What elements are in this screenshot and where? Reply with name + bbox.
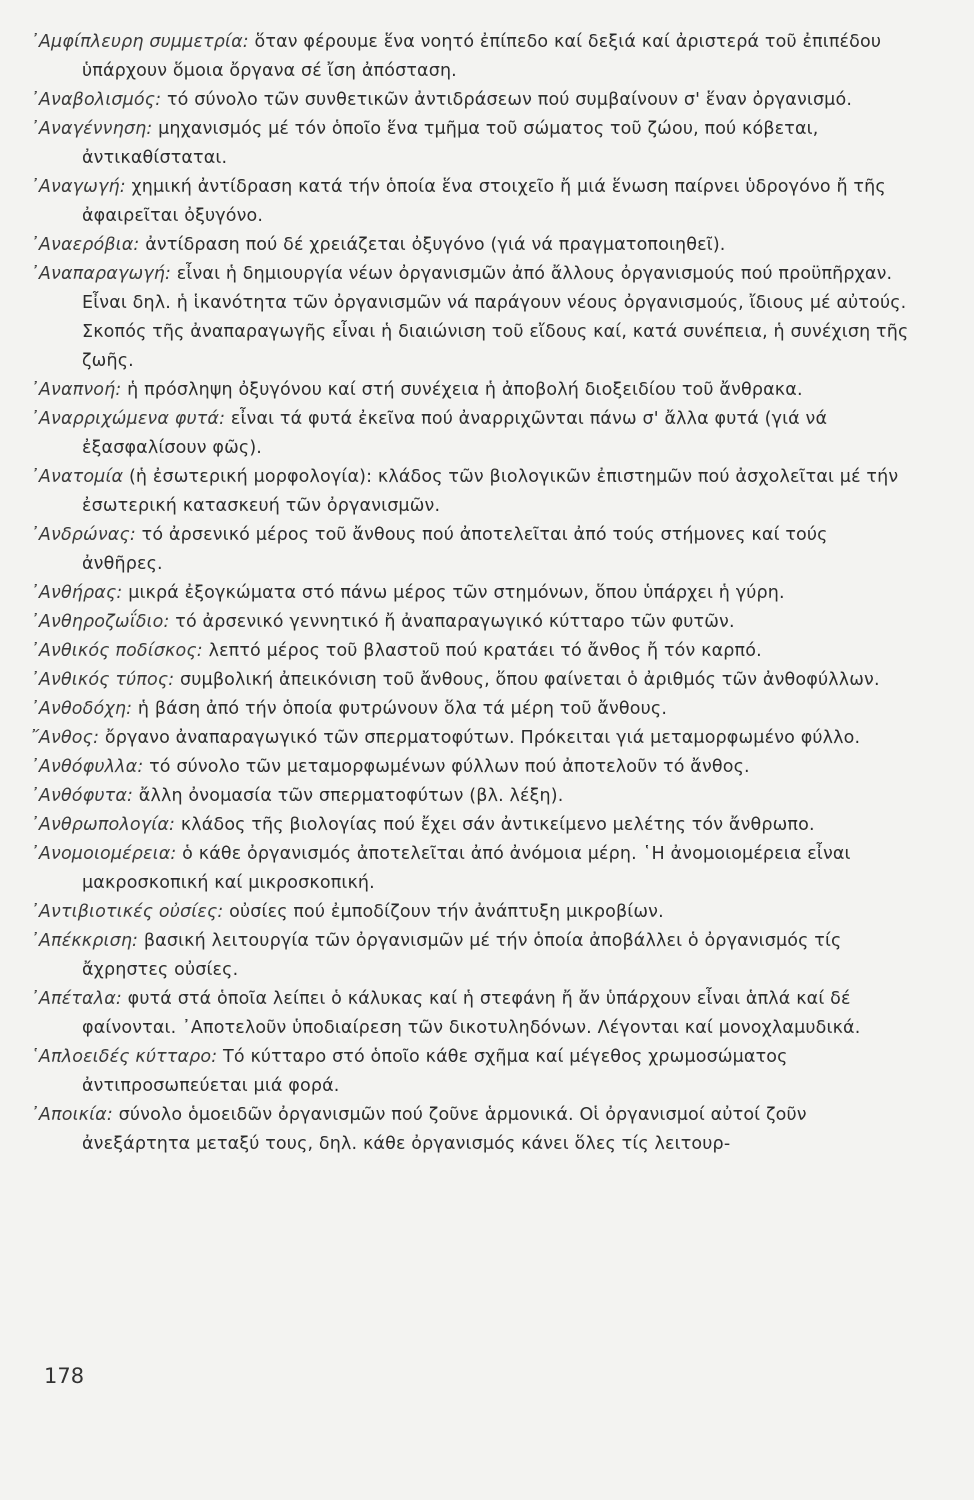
entry-term: ᾿Αναγέννηση:: [30, 119, 153, 139]
entry-term: ᾿Αναβολισμός:: [30, 90, 162, 110]
glossary-entry: [30, 840, 910, 898]
entry-term: ᾿Ανθρωπολογία:: [30, 815, 176, 835]
entry-term: ᾿Ανατομία: [30, 467, 124, 487]
glossary-entry: [30, 231, 910, 260]
entry-term: ᾿Ανθόφυτα:: [30, 786, 134, 806]
entry-term: ᾿Ανδρώνας:: [30, 525, 136, 545]
entry-term: ᾿Αντιβιοτικές οὐσίες:: [30, 902, 224, 922]
glossary-entry: [30, 695, 910, 724]
glossary-entry: [30, 666, 910, 695]
glossary-entry: [30, 1101, 910, 1159]
entry-definition: χημική ἀντίδραση κατά τήν ὁποία ἕνα στοιχεῖο ἤ μιά ἕνωση παίρνει ὑδρογόνο ἤ τῆς ἀφαιρεῖται ὀξυγόνο.: [82, 177, 886, 226]
entry-term: ᾿Αναγωγή:: [30, 177, 126, 197]
entry-definition: βασική λειτουργία τῶν ὀργανισμῶν μέ τήν ὁποία ἀποβάλλει ὁ ὀργανισμός τίς ἄχρηστες οὐσίες.: [82, 931, 842, 980]
entry-term: ᾿Αναπαραγωγή:: [30, 264, 172, 284]
entry-term: ᾿Απέταλα:: [30, 989, 122, 1009]
entry-term: ᾿Ανθήρας:: [30, 583, 123, 603]
entry-definition: φυτά στά ὁποῖα λείπει ὁ κάλυκας καί ἡ στεφάνη ἤ ἄν ὑπάρχουν εἶναι ἁπλά καί δέ φαίνονται. ᾿Αποτελοῦν ὑποδιαίρεση τῶν δικοτυληδόνων. Λέγονται καί μονοχλαμυδικά.: [82, 989, 861, 1038]
glossary-entry: [30, 985, 910, 1043]
glossary-entry: [30, 28, 910, 86]
entry-term: ᾿Αποικία:: [30, 1105, 113, 1125]
entry-term: ῎Ανθος:: [30, 728, 100, 748]
glossary-entry: [30, 782, 910, 811]
entry-definition: ἄλλη ὀνομασία τῶν σπερματοφύτων (βλ. λέξη).: [138, 786, 564, 806]
glossary-entry: [30, 463, 910, 521]
glossary-list: [30, 28, 910, 1159]
entry-term: ᾿Αναερόβια:: [30, 235, 140, 255]
entry-definition: ἡ βάση ἀπό τήν ὁποία φυτρώνουν ὅλα τά μέρη τοῦ ἄνθους.: [137, 699, 668, 719]
entry-definition: λεπτό μέρος τοῦ βλαστοῦ πού κρατάει τό ἄνθος ἤ τόν καρπό.: [208, 641, 762, 661]
entry-definition: τό ἀρσενικό μέρος τοῦ ἄνθους πού ἀποτελεῖται ἀπό τούς στήμονες καί τούς ἀνθῆρες.: [82, 525, 828, 574]
entry-definition: (ἡ ἐσωτερική μορφολογία): κλάδος τῶν βιολογικῶν ἐπιστημῶν πού ἀσχολεῖται μέ τήν ἐσωτερική κατασκευή τῶν ὀργανισμῶν.: [82, 467, 899, 516]
glossary-entry: [30, 898, 910, 927]
entry-term: ᾿Αναρριχώμενα φυτά:: [30, 409, 226, 429]
glossary-entry: [30, 724, 910, 753]
entry-definition: τό σύνολο τῶν μεταμορφωμένων φύλλων πού ἀποτελοῦν τό ἄνθος.: [149, 757, 750, 777]
glossary-entry: [30, 811, 910, 840]
entry-definition: τό ἀρσενικό γεννητικό ἤ ἀναπαραγωγικό κύτταρο τῶν φυτῶν.: [175, 612, 735, 632]
entry-definition: τό σύνολο τῶν συνθετικῶν ἀντιδράσεων πού συμβαίνουν σ' ἕναν ὀργανισμό.: [166, 90, 853, 110]
glossary-entry: [30, 1043, 910, 1101]
entry-term: ᾿Ανθηροζωΐδιο:: [30, 612, 170, 632]
entry-definition: μηχανισμός μέ τόν ὁποῖο ἕνα τμῆμα τοῦ σώματος τοῦ ζώου, πού κόβεται, ἀντικαθίσταται.: [82, 119, 819, 168]
entry-definition: ὁ κάθε ὀργανισμός ἀποτελεῖται ἀπό ἀνόμοια μέρη. ῾Η ἀνομοιομέρεια εἶναι μακροσκοπική καί μικροσκοπική.: [82, 844, 851, 893]
entry-term: ᾿Ανθικός τύπος:: [30, 670, 175, 690]
entry-definition: ἡ πρόσληψη ὀξυγόνου καί στή συνέχεια ἡ ἀποβολή διοξειδίου τοῦ ἄνθρακα.: [127, 380, 803, 400]
entry-term: ᾿Ανομοιομέρεια:: [30, 844, 177, 864]
glossary-entry: [30, 608, 910, 637]
glossary-entry: [30, 579, 910, 608]
glossary-entry: [30, 927, 910, 985]
entry-term: ῾Απλοειδές κύτταρο:: [30, 1047, 218, 1067]
entry-definition: Τό κύτταρο στό ὁποῖο κάθε σχῆμα καί μέγεθος χρωμοσώματος ἀντιπροσωπεύεται μιά φορά.: [82, 1047, 788, 1096]
entry-definition: μικρά ἐξογκώματα στό πάνω μέρος τῶν στημόνων, ὅπου ὑπάρχει ἡ γύρη.: [128, 583, 785, 603]
glossary-entry: [30, 521, 910, 579]
glossary-entry: [30, 753, 910, 782]
entry-definition: ὄργανο ἀναπαραγωγικό τῶν σπερματοφύτων. Πρόκειται γιά μεταμορφωμένο φύλλο.: [104, 728, 861, 748]
entry-term: ᾿Αμφίπλευρη συμμετρία:: [30, 32, 249, 52]
glossary-entry: [30, 86, 910, 115]
glossary-entry: [30, 173, 910, 231]
entry-definition: εἶναι τά φυτά ἐκεῖνα πού ἀναρριχῶνται πάνω σ' ἄλλα φυτά (γιά νά ἐξασφαλίσουν φῶς).: [82, 409, 828, 458]
entry-definition: σύνολο ὁμοειδῶν ὀργανισμῶν πού ζοῦνε ἁρμονικά. Οἱ ὀργανισμοί αὐτοί ζοῦν ἀνεξάρτητα μεταξύ τους, δηλ. κάθε ὀργανισμός κάνει ὅλες τίς λειτουρ-: [82, 1105, 807, 1154]
glossary-entry: [30, 260, 910, 376]
glossary-entry: [30, 637, 910, 666]
entry-term: ᾿Ανθόφυλλα:: [30, 757, 144, 777]
entry-definition: ἀντίδραση πού δέ χρειάζεται ὀξυγόνο (γιά νά πραγματοποιηθεῖ).: [145, 235, 726, 255]
entry-definition: κλάδος τῆς βιολογίας πού ἔχει σάν ἀντικείμενο μελέτης τόν ἄνθρωπο.: [180, 815, 815, 835]
glossary-entry: [30, 115, 910, 173]
glossary-entry: [30, 376, 910, 405]
entry-definition: συμβολική ἀπεικόνιση τοῦ ἄνθους, ὅπου φαίνεται ὁ ἀριθμός τῶν ἀνθοφύλλων.: [180, 670, 880, 690]
entry-definition: εἶναι ἡ δημιουργία νέων ὀργανισμῶν ἀπό ἄλλους ὀργανισμούς πού προϋπῆρχαν. Εἶναι δηλ. ἡ ἱκανότητα τῶν ὀργανισμῶν νά παράγουν νέους ὀργανισμούς, ἴδιους μέ αὐτούς. Σκοπός τῆς ἀναπαραγωγῆς εἶναι ἡ διαιώνιση τοῦ εἴδους καί, κατά συνέπεια, ἡ συνέχιση τῆς ζωῆς.: [82, 264, 909, 371]
entry-term: ᾿Απέκκριση:: [30, 931, 139, 951]
entry-term: ᾿Αναπνοή:: [30, 380, 122, 400]
entry-definition: ὅταν φέρουμε ἕνα νοητό ἐπίπεδο καί δεξιά καί ἀριστερά τοῦ ἐπιπέδου ὑπάρχουν ὅμοια ὄργανα σέ ἴση ἀπόσταση.: [82, 32, 882, 81]
entry-term: ᾿Ανθοδόχη:: [30, 699, 133, 719]
page-number: 178: [44, 1364, 85, 1388]
entry-definition: οὐσίες πού ἐμποδίζουν τήν ἀνάπτυξη μικροβίων.: [229, 902, 664, 922]
glossary-entry: [30, 405, 910, 463]
entry-term: ᾿Ανθικός ποδίσκος:: [30, 641, 203, 661]
